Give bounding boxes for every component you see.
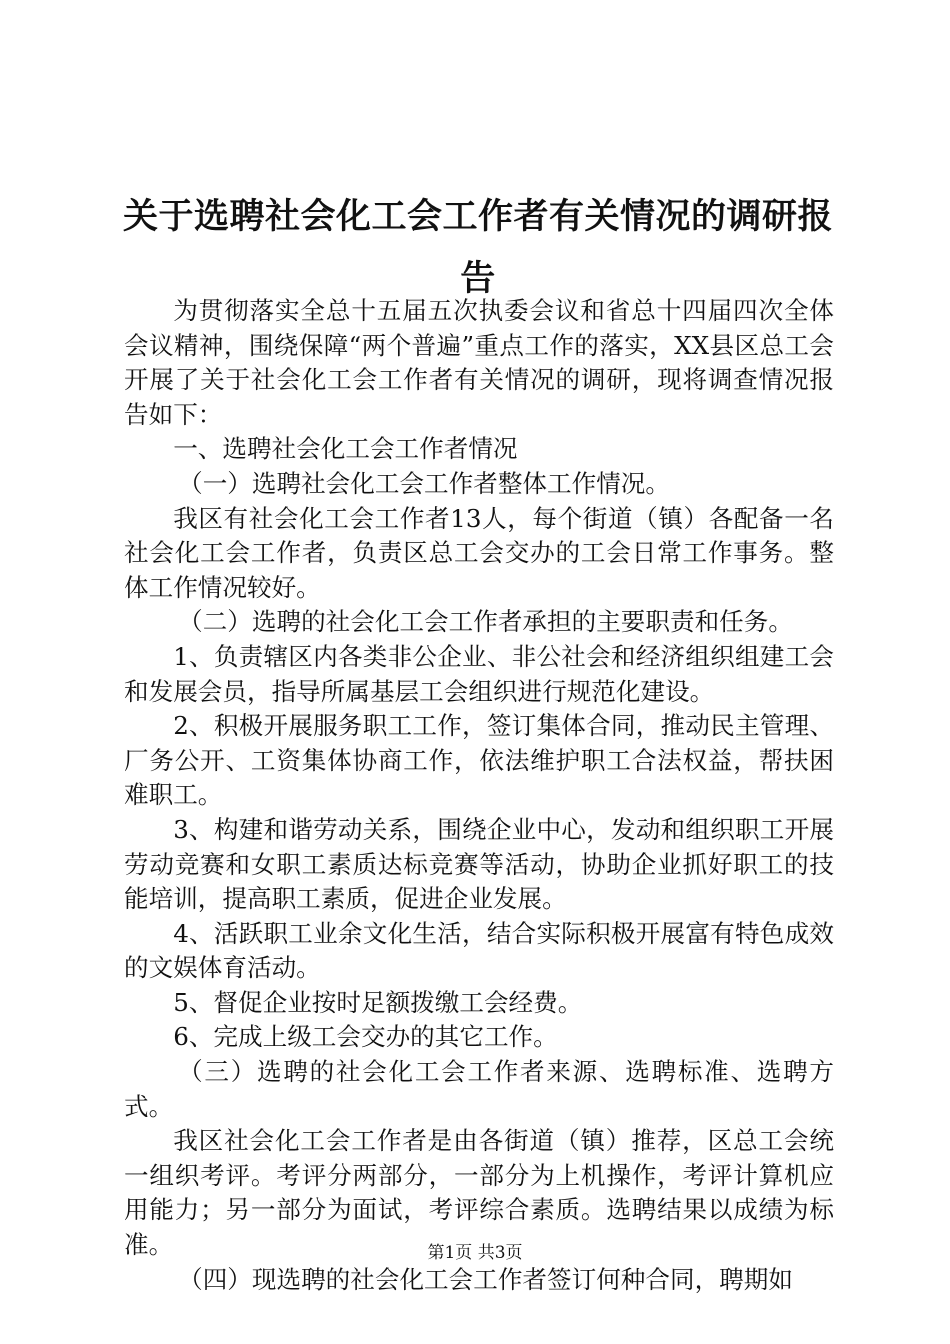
section-heading-1: 一、选聘社会化工会工作者情况 xyxy=(173,434,518,464)
subsection-heading-4: （四）现选聘的社会化工会工作者签订何种合同，聘期如 xyxy=(178,1264,793,1294)
list-item: 5、督促企业按时足额拨缴工会经费。 xyxy=(173,987,583,1017)
paragraph: 我区社会化工会工作者是由各街道（镇）推荐，区总工会统一组织考评。考评分两部分，一部分为上机操作，考评计算机应用能力；另一部分为面试，考评综合素质。选聘结果以成绩为标准。 xyxy=(124,1126,834,1260)
paragraph: 我区有社会化工会工作者13人，每个街道（镇）各配备一名社会化工会工作者，负责区总工会交办的工会日常工作事务。整体工作情况较好。 xyxy=(124,503,834,602)
page-number: 第1页 共3页 xyxy=(427,1243,523,1263)
document-title: 关于选聘社会化工会工作者有关情况的调研报告 xyxy=(122,197,833,299)
paragraph-intro: 为贯彻落实全总十五届五次执委会议和省总十四届四次全体会议精神，围绕保障“两个普遍”重点工作的落实，XX县区总工会开展了关于社会化工会工作者有关情况的调研，现将调查情况报告如下： xyxy=(124,296,834,429)
document-body xyxy=(124,294,834,1297)
list-item: 1、负责辖区内各类非公企业、非公社会和经济组织组建工会和发展会员，指导所属基层工会组织进行规范化建设。 xyxy=(124,641,834,706)
list-item: 3、构建和谐劳动关系，围绕企业中心，发动和组织职工开展劳动竞赛和女职工素质达标竞赛等活动，协助企业抓好职工的技能培训，提高职工素质，促进企业发展。 xyxy=(124,814,834,914)
list-item: 2、积极开展服务职工工作，签订集体合同，推动民主管理、厂务公开、工资集体协商工作，依法维护职工合法权益，帮扶困难职工。 xyxy=(124,711,834,810)
list-item: 6、完成上级工会交办的其它工作。 xyxy=(173,1022,558,1052)
subsection-heading-3: （三）选聘的社会化工会工作者来源、选聘标准、选聘方式。 xyxy=(124,1057,834,1121)
subsection-heading-1: （一）选聘社会化工会工作者整体工作情况。 xyxy=(178,468,670,498)
list-item: 4、活跃职工业余文化生活，结合实际积极开展富有特色成效的文娱体育活动。 xyxy=(124,918,834,983)
subsection-heading-2: （二）选聘的社会化工会工作者承担的主要职责和任务。 xyxy=(178,607,793,637)
